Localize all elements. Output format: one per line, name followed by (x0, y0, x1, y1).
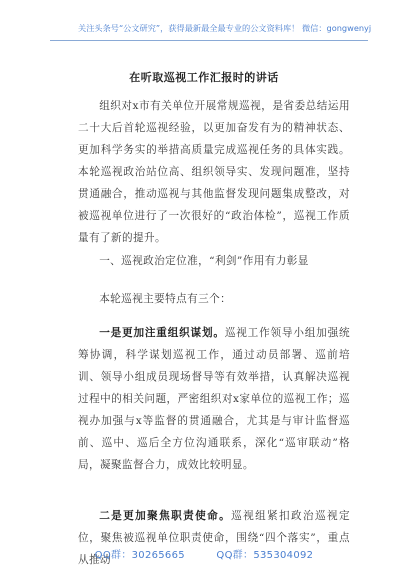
point-two-body: 巡视组紧扣政治巡视定位，聚焦被巡视单位职责使命，围绕“四个落实”，重点从推动 (78, 510, 351, 566)
point-one-paragraph (78, 322, 350, 476)
header-divider (50, 40, 368, 41)
point-two (78, 505, 350, 571)
paragraph-intro (78, 95, 350, 249)
header-notice: 关注头条号“公文研究”，获得最新最全最专业的公文资料库！ 微信：gongwenyj (78, 23, 372, 33)
section-heading (78, 250, 350, 272)
point-two-paragraph (78, 505, 350, 571)
document-title: 在听取巡视工作汇报时的讲话 (129, 71, 279, 84)
point-one (78, 322, 350, 476)
section-heading-text: 一、巡视政治定位准，“利剑”作用有力彰显 (99, 255, 309, 267)
point-one-body: 巡视工作领导小组加强统筹协调，科学谋划巡视工作，通过动员部署、巡前培训、领导小组成员现场督导等有效举措，认真解决巡视过程中的相关问题，严密组织对x家单位的巡视工作；巡视办加强与x等监督的贯通融合，尤其是与审计监督巡前、巡中、巡后全方位沟通联系，深化“巡审联动”格局，凝聚监督合力，成效比较明显。 (78, 327, 350, 471)
point-two-lead: 二是更加聚焦职责使命。 (99, 510, 232, 522)
footer-qq-group-2: QQ群：535304092 (216, 550, 314, 561)
point-one-lead: 一是更加注重组织谋划。 (99, 327, 225, 339)
section-intro (78, 288, 350, 310)
paragraph-intro-text: 组织对x市有关单位开展常规巡视，是省委总结运用二十大后首轮巡视经验，以更加奋发有为的精神状态、更加科学务实的举措高质量完成巡视任务的具体实践。本轮巡视政治站位高、组织领导实、发现问题准，坚持贯通融合，推动巡视与其他监督发现问题集成整改，对被巡视单位进行了一次很好的“政治体检”，巡视工作质量有了新的提升。 (78, 100, 350, 244)
footer-contact (0, 546, 408, 561)
footer-qq-group-1: QQ群：30265665 (94, 550, 185, 561)
section-intro-text: 本轮巡视主要特点有三个： (99, 293, 232, 305)
